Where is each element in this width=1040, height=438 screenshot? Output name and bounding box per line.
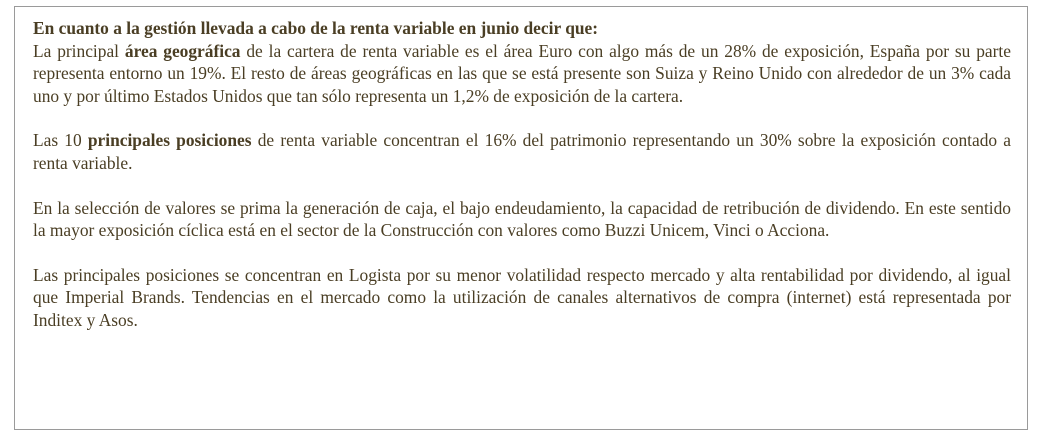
paragraph-text: La principal <box>33 40 125 61</box>
paragraph-main-positions: Las principales posiciones se concentran en Logista por su menor volatilidad respecto mercado y alta rentabilidad por dividendo, al igual que Imperial Brands. Tendencias en el mercado como la utilización de canales alternativos de compra (internet) está representada por Inditex y Asos. <box>33 264 1011 330</box>
paragraph-stock-selection: En la selección de valores se prima la generación de caja, el bajo endeudamiento, la capacidad de retribución de dividendo. En este sentido la mayor exposición cíclica está en el sector de la Construcción con valores como Buzzi Unicem, Vinci o Acciona. <box>33 197 1011 241</box>
paragraph-text: Las 10 <box>33 130 88 151</box>
text-box <box>14 6 1028 430</box>
paragraph-geographic-area <box>33 40 1011 108</box>
bold-term-geographic-area: área geográfica <box>124 40 241 61</box>
bold-term-top-positions: principales posiciones <box>87 130 252 151</box>
section-heading: En cuanto a la gestión llevada a cabo de la renta variable en junio decir que: <box>33 18 599 38</box>
paragraph-text: de la cartera de renta variable es el área Euro con algo más de un 28% de exposición, España por su parte representa entorno un 19%. El resto de áreas geográficas en las que se está presente son Suiza y Reino Unido con alrededor de un 3% cada uno y por último Estados Unidos que tan sólo representa un 1,2% de exposición de la cartera. <box>33 40 1011 106</box>
paragraph-text: de renta variable concentran el 16% del patrimonio representando un 30% sobre la exposición contado a renta variable. <box>33 130 1011 173</box>
paragraph-top-positions <box>33 129 1011 174</box>
